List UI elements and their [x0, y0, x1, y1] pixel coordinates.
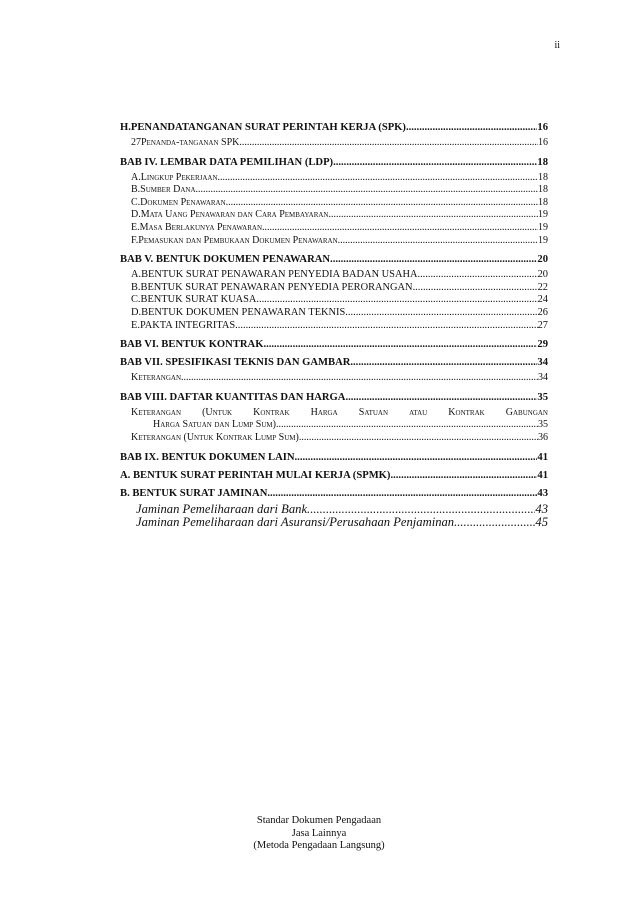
toc-entry-surat-badan-usaha[interactable]: A.BENTUK SURAT PENAWARAN PENYEDIA BADAN USAHA ..... 20 — [120, 269, 548, 282]
toc-entry-surat-perorangan[interactable]: B.BENTUK SURAT PENAWARAN PENYEDIA PERORANGAN ..... 22 — [120, 282, 548, 295]
toc-entry-pakta-integritas[interactable]: E.PAKTA INTEGRITAS ..... 27 — [120, 320, 548, 333]
toc-entry-surat-kuasa[interactable]: C.BENTUK SURAT KUASA ..... 24 — [120, 294, 548, 307]
toc-entry-jaminan-bank[interactable]: Jaminan Pemeliharaan dari Bank ..... 43 — [120, 503, 548, 517]
toc-entry-keterangan-lump-sum[interactable]: Keterangan (Untuk Kontrak Lump Sum) ..... 36 — [120, 432, 548, 445]
toc-entry-jaminan-asuransi[interactable]: Jaminan Pemeliharaan dari Asuransi/Perusahaan Penjaminan ..... 45 — [120, 516, 548, 530]
toc-entry-bab-4[interactable]: BAB IV. LEMBAR DATA PEMILIHAN (LDP) ..... 18 — [120, 157, 548, 168]
toc-entry-dokumen-penawaran[interactable]: C.Dokumen Penawaran ..... 18 — [120, 197, 548, 210]
footer-line-1: Standar Dokumen Pengadaan — [256, 815, 382, 826]
toc-entry-bab-5[interactable]: BAB V. BENTUK DOKUMEN PENAWARAN ..... 20 — [120, 254, 548, 265]
toc-entry-masa-berlaku[interactable]: E.Masa Berlakunya Penawaran ..... 19 — [120, 222, 548, 235]
toc-entry-bab-8[interactable]: BAB VIII. DAFTAR KUANTITAS DAN HARGA ..... 35 — [120, 392, 548, 403]
toc-entry-bab-7[interactable]: BAB VII. SPESIFIKASI TEKNIS DAN GAMBAR ..... 34 — [120, 357, 548, 368]
toc-entry-keterangan[interactable]: Keterangan ..... 34 — [120, 372, 548, 385]
toc-entry-pemasukan[interactable]: F.Pemasukan dan Pembukaan Dokumen Penawaran ..... 19 — [120, 235, 548, 248]
toc-entry-spmk[interactable]: A. BENTUK SURAT PERINTAH MULAI KERJA (SPMK) ..... 41 — [120, 470, 548, 481]
page-number: ii — [554, 40, 560, 51]
footer-line-2: Jasa Lainnya — [291, 827, 347, 839]
toc-entry-penawaran-teknis[interactable]: D.BENTUK DOKUMEN PENAWARAN TEKNIS ..... 26 — [120, 307, 548, 320]
footer-line-3: (Metoda Pengadaan Langsung) — [253, 840, 385, 851]
page-footer — [0, 815, 638, 853]
toc-entry-penanda-tanganan[interactable]: 27Penanda-tanganan SPK ..... 16 — [120, 137, 548, 150]
toc-entry-sumber-dana[interactable]: B.Sumber Dana ..... 18 — [120, 184, 548, 197]
toc-entry-surat-jaminan[interactable]: B. BENTUK SURAT JAMINAN ..... 43 — [120, 488, 548, 499]
toc-entry-keterangan-harga-satuan[interactable]: Keterangan (Untuk Kontrak Harga Satuan atau Kontrak Gabungan Harga Satuan dan Lump Sum) ..... 35 — [120, 407, 548, 432]
toc-entry-bab-6[interactable]: BAB VI. BENTUK KONTRAK ..... 29 — [120, 339, 548, 350]
toc-entry-bab-9[interactable]: BAB IX. BENTUK DOKUMEN LAIN ..... 41 — [120, 452, 548, 463]
toc-entry-lingkup[interactable]: A.Lingkup Pekerjaan ..... 18 — [120, 172, 548, 185]
table-of-contents — [120, 122, 548, 530]
toc-entry-mata-uang[interactable]: D.Mata Uang Penawaran dan Cara Pembayaran ..... 19 — [120, 209, 548, 222]
toc-entry-section-h[interactable]: H.PENANDATANGANAN SURAT PERINTAH KERJA (SPK) ..... 16 — [120, 122, 548, 133]
